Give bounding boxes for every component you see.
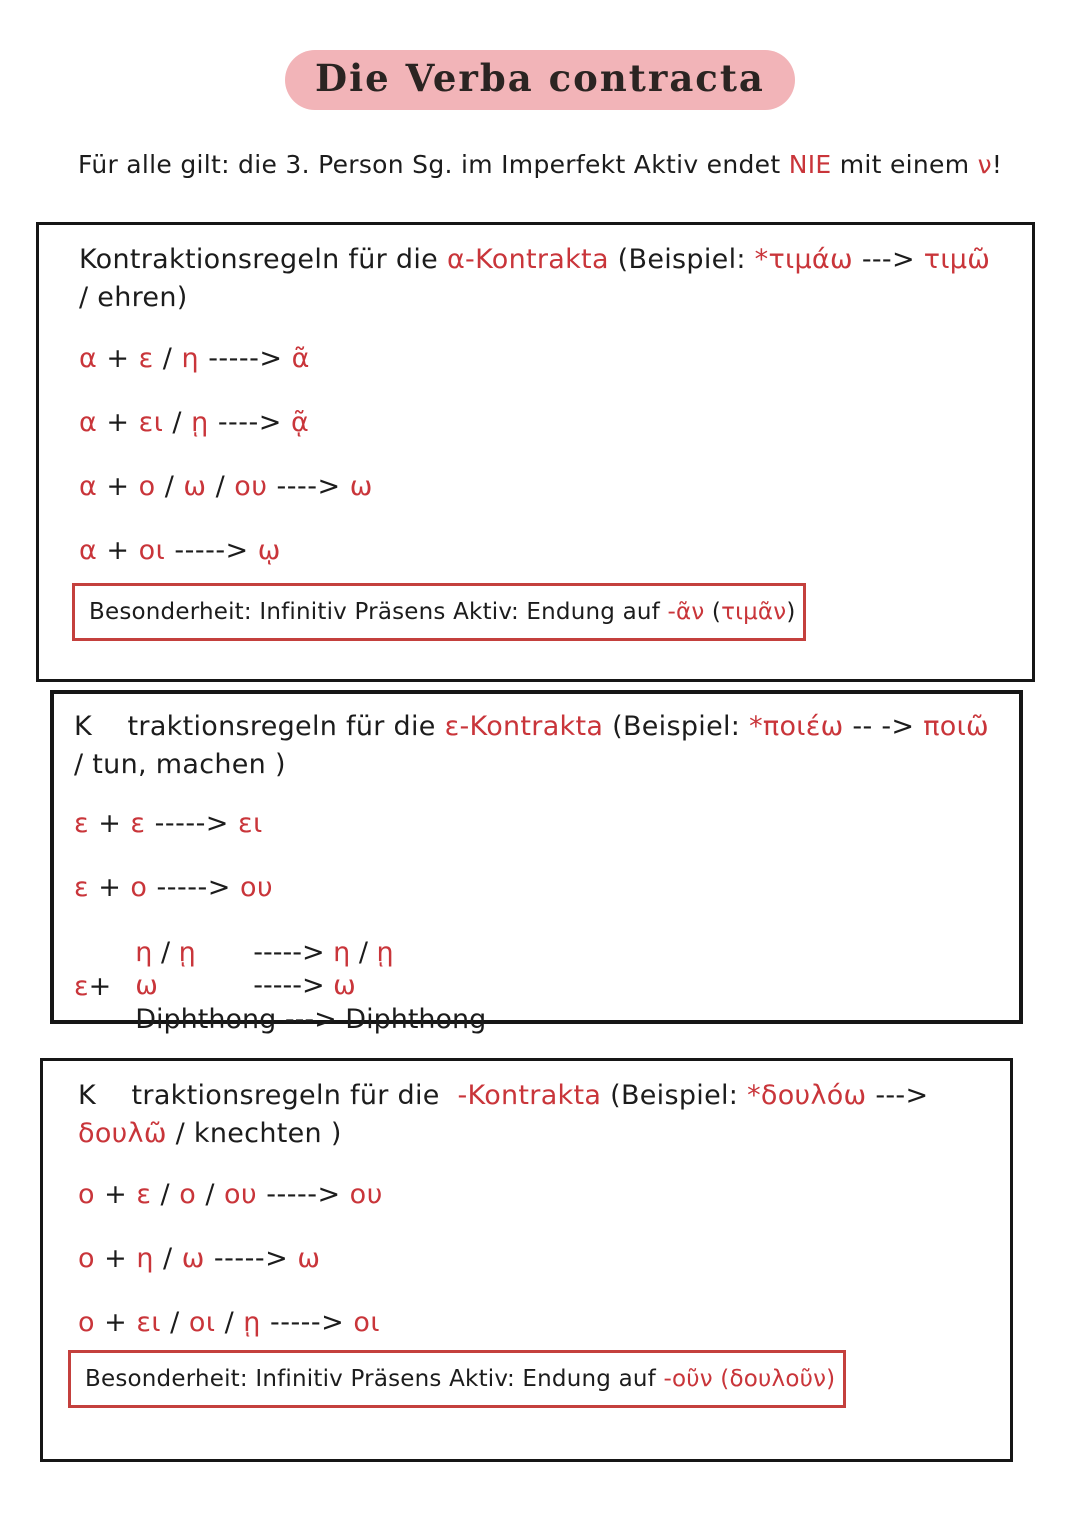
epsilon-rules-list — [74, 808, 995, 903]
text-run: οι — [353, 1306, 381, 1338]
compound-rule-option — [135, 936, 253, 970]
text-run: / — [153, 342, 182, 374]
text-run: + — [89, 807, 131, 839]
text-run: + — [95, 1306, 137, 1338]
compound-rule-result — [285, 1003, 486, 1037]
text-run: / — [161, 1306, 189, 1338]
text-run: -- -> — [843, 711, 924, 742]
text-run: / — [215, 1306, 244, 1338]
text-run: ε-Kontrakta — [444, 711, 604, 742]
text-run: ει — [238, 807, 263, 839]
text-run: ῃ — [191, 406, 209, 438]
epsilon-compound-rule — [74, 936, 995, 1037]
text-run: -----> — [204, 1242, 298, 1274]
alpha-kontrakta-box — [36, 222, 1035, 682]
epsilon-box-heading — [74, 708, 998, 784]
text-run: η — [135, 936, 153, 968]
text-run: α — [79, 342, 98, 374]
text-run: / ehren) — [79, 244, 1000, 313]
text-run: / — [206, 470, 235, 502]
intro-rule-sentence — [78, 150, 1002, 179]
text-run: Für alle gilt: die 3. Person Sg. im Imperfekt Aktiv endet — [78, 150, 789, 179]
text-run: ω — [183, 470, 207, 502]
text-run: ) — [786, 599, 796, 625]
text-run: (Beispiel: — [603, 711, 750, 742]
text-run: / — [350, 936, 377, 968]
text-run: ᾶ — [291, 342, 310, 374]
text-run: / tun, machen ) — [74, 711, 998, 780]
text-run: (Beispiel: — [608, 244, 755, 275]
compound-rule-option — [135, 969, 253, 1003]
text-run: + — [95, 1242, 137, 1274]
text-run: -----> — [145, 807, 239, 839]
contraction-rule — [79, 535, 1004, 566]
text-run: mit einem — [831, 150, 978, 179]
text-run: ῃ — [376, 936, 394, 968]
compound-rule-result — [253, 969, 356, 1003]
text-run: -----> — [253, 970, 334, 1002]
text-run: η — [136, 1242, 154, 1274]
compound-rule-prefix — [74, 971, 111, 1002]
text-run: ποιῶ — [923, 711, 989, 742]
contraction-rule — [78, 1243, 986, 1274]
text-run: / — [151, 1178, 180, 1210]
text-run: NIE — [788, 150, 832, 179]
omicron-kontrakta-box — [40, 1058, 1013, 1462]
contraction-rule — [74, 872, 995, 903]
epsilon-kontrakta-box — [50, 690, 1023, 1036]
text-run: -----> — [199, 342, 292, 374]
alpha-box-heading — [79, 241, 1004, 317]
text-run: ---> — [866, 1080, 938, 1111]
alpha-rules-list — [79, 343, 1004, 566]
contraction-rule — [78, 1307, 986, 1338]
text-run: α-Kontrakta — [446, 244, 609, 275]
text-run: Besonderheit: Infinitiv Präsens Aktiv: Endung auf — [89, 599, 668, 625]
title-row — [285, 50, 795, 110]
text-run: ᾷ — [291, 406, 310, 438]
text-run: ῃ — [178, 936, 196, 968]
text-run: ου — [349, 1178, 383, 1210]
text-run: -οῦν — [663, 1366, 713, 1392]
text-run: *δουλόω — [747, 1080, 867, 1111]
contraction-rule — [79, 343, 1004, 374]
text-run: ῳ — [257, 534, 281, 566]
text-run: + — [89, 871, 131, 903]
text-run: *τιμάω — [754, 244, 853, 275]
contraction-rule — [74, 808, 995, 839]
text-run: οι — [138, 534, 166, 566]
text-run: ε — [74, 970, 89, 1002]
text-run: -----> — [260, 1306, 354, 1338]
text-run: / — [155, 470, 184, 502]
text-run: η — [181, 342, 200, 374]
text-run: K traktionsregeln für die — [74, 711, 445, 742]
text-run: α — [79, 406, 98, 438]
contraction-rule — [79, 471, 1004, 502]
text-run: δουλῶ — [78, 1117, 167, 1149]
text-run: ω — [135, 970, 158, 1002]
text-run: / — [196, 1178, 224, 1210]
text-run: ει — [138, 406, 164, 438]
contraction-rule — [79, 407, 1004, 438]
text-run: τιμῶ — [923, 244, 991, 275]
text-run: ο — [130, 871, 148, 903]
text-run: + — [88, 970, 112, 1002]
alpha-besonderheit-note — [72, 583, 806, 641]
text-run: Kontraktionsregeln für die — [79, 244, 447, 275]
text-run: -----> — [147, 871, 240, 903]
text-run: ω — [297, 1242, 321, 1274]
text-run: + — [97, 406, 139, 438]
text-run: (Beispiel: — [601, 1080, 748, 1111]
compound-rule-row — [135, 1003, 486, 1037]
text-run: ο — [78, 1306, 96, 1338]
text-run: + — [97, 470, 139, 502]
compound-rule-option — [135, 1003, 285, 1037]
text-run: / — [163, 406, 192, 438]
text-run: α — [79, 470, 98, 502]
text-run: ----> — [267, 470, 350, 502]
text-run: + — [95, 1178, 137, 1210]
contraction-rule — [78, 1179, 986, 1210]
text-run: ο — [78, 1178, 96, 1210]
text-run: / — [152, 936, 179, 968]
text-run: ο — [138, 470, 156, 502]
text-run: ε — [136, 1178, 152, 1210]
text-run: ν — [977, 150, 992, 179]
text-run: ε — [138, 342, 154, 374]
text-run: ου — [239, 871, 274, 903]
text-run: ου — [234, 470, 268, 502]
text-run: K traktionsregeln für die — [78, 1080, 458, 1111]
text-run: ---> Diphthong — [284, 1004, 487, 1036]
page-title: Die Verba contracta — [285, 50, 795, 110]
compound-rule-rows — [135, 936, 486, 1037]
text-run: Besonderheit: Infinitiv Präsens Aktiv: Endung auf — [85, 1366, 664, 1392]
text-run: -Kontrakta — [457, 1080, 602, 1111]
text-run: -----> — [165, 534, 258, 566]
text-run: ε — [130, 807, 146, 839]
omicron-box-heading — [78, 1077, 986, 1153]
text-run: η — [333, 936, 351, 968]
compound-rule-row — [135, 969, 486, 1003]
text-run: οι — [188, 1306, 216, 1338]
omicron-rules-list — [78, 1179, 986, 1338]
text-run: ε — [74, 807, 90, 839]
text-run: α — [79, 534, 98, 566]
text-run: ---> — [852, 244, 924, 275]
text-run: ω — [181, 1242, 205, 1274]
text-run: ----> — [208, 406, 291, 438]
compound-rule-result — [253, 936, 393, 970]
text-run: -----> — [257, 1178, 350, 1210]
text-run: + — [97, 534, 139, 566]
text-run: + — [97, 342, 139, 374]
text-run: / knechten ) — [166, 1117, 342, 1149]
text-run: ῃ — [243, 1306, 261, 1338]
text-run: ω — [349, 470, 373, 502]
text-run: (δουλοῦν) — [720, 1366, 836, 1392]
text-run: ει — [136, 1306, 162, 1338]
text-run: *ποιέω — [749, 711, 844, 742]
text-run: ω — [333, 970, 356, 1002]
text-run: ( — [704, 599, 722, 625]
compound-rule-row — [135, 936, 486, 970]
text-run: ο — [179, 1178, 197, 1210]
text-run: Diphthong — [135, 1004, 285, 1036]
text-run: τιμᾶν — [721, 599, 787, 625]
text-run: -----> — [253, 936, 334, 968]
text-run: ! — [991, 150, 1003, 179]
omicron-besonderheit-note — [68, 1350, 846, 1408]
text-run: / — [153, 1242, 182, 1274]
text-run: ε — [74, 871, 90, 903]
text-run: ου — [224, 1178, 258, 1210]
text-run: -ᾶν — [667, 599, 705, 625]
text-run: ο — [78, 1242, 96, 1274]
